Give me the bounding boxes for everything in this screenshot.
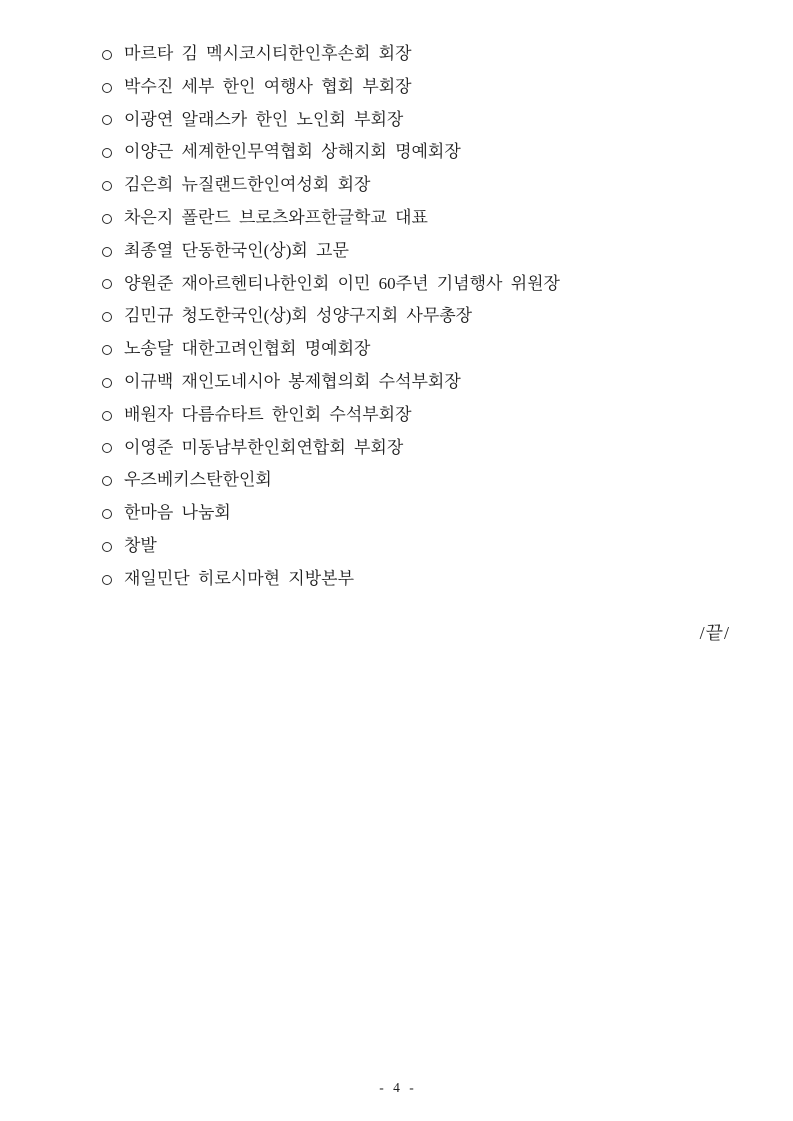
list-item — [102, 104, 560, 137]
circle-bullet-icon — [102, 83, 112, 93]
circle-bullet-icon — [102, 443, 112, 453]
list-item-text: 마르타 김 멕시코시티한인후손회 회장 — [124, 44, 412, 63]
list-item — [102, 300, 560, 333]
circle-bullet-icon — [102, 115, 112, 125]
circle-bullet-icon — [102, 509, 112, 519]
list-item — [102, 169, 560, 202]
circle-bullet-icon — [102, 542, 112, 552]
list-item-text: 한마음 나눔회 — [124, 503, 231, 523]
member-list — [102, 38, 560, 596]
list-item — [102, 366, 560, 399]
list-item-text: 최종열 단동한국인(상)회 고문 — [124, 240, 349, 260]
list-item-text: 김민규 청도한국인(상)회 성양구지회 사무총장 — [124, 306, 473, 326]
list-item — [102, 563, 560, 596]
list-item — [102, 497, 560, 530]
list-item-text: 창발 — [124, 535, 157, 555]
circle-bullet-icon — [102, 476, 112, 486]
list-item — [102, 71, 560, 104]
circle-bullet-icon — [102, 148, 112, 158]
list-item — [102, 268, 560, 301]
list-item — [102, 333, 560, 366]
list-item-text: 차은지 폴란드 브로츠와프한글학교 대표 — [124, 207, 428, 227]
list-item — [102, 530, 560, 563]
circle-bullet-icon — [102, 181, 112, 191]
circle-bullet-icon — [102, 214, 112, 224]
list-item — [102, 399, 560, 432]
list-item — [102, 38, 560, 71]
list-item — [102, 464, 560, 497]
list-item-text: 양원준 재아르헨티나한인회 이민 60주년 기념행사 위원장 — [124, 273, 560, 293]
list-item-text: 우즈베키스탄한인회 — [124, 470, 272, 490]
list-item-text: 이영준 미동남부한인회연합회 부회장 — [124, 437, 404, 457]
circle-bullet-icon — [102, 247, 112, 257]
circle-bullet-icon — [102, 575, 112, 585]
list-item — [102, 235, 560, 268]
list-item-text: 이양근 세계한인무역협회 상해지회 명예회장 — [124, 142, 461, 162]
list-item-text: 김은희 뉴질랜드한인여성회 회장 — [124, 175, 371, 195]
circle-bullet-icon — [102, 279, 112, 289]
page-number: - 4 - — [379, 1080, 414, 1095]
list-item-text: 재일민단 히로시마현 지방본부 — [124, 568, 354, 588]
list-item-text: 배원자 다름슈타트 한인회 수석부회장 — [124, 404, 412, 424]
circle-bullet-icon — [102, 378, 112, 388]
list-item — [102, 432, 560, 465]
end-marker: /끝/ — [699, 623, 730, 643]
circle-bullet-icon — [102, 312, 112, 322]
list-item-text: 노송달 대한고려인협회 명예회장 — [124, 339, 371, 359]
circle-bullet-icon — [102, 411, 112, 421]
list-item-text: 이광연 알래스카 한인 노인회 부회장 — [124, 109, 404, 129]
list-item-text: 박수진 세부 한인 여행사 협회 부회장 — [124, 76, 412, 96]
list-item-text: 이규백 재인도네시아 봉제협의회 수석부회장 — [124, 371, 461, 391]
list-item — [102, 136, 560, 169]
circle-bullet-icon — [102, 345, 112, 355]
circle-bullet-icon — [102, 50, 112, 60]
list-item — [102, 202, 560, 235]
